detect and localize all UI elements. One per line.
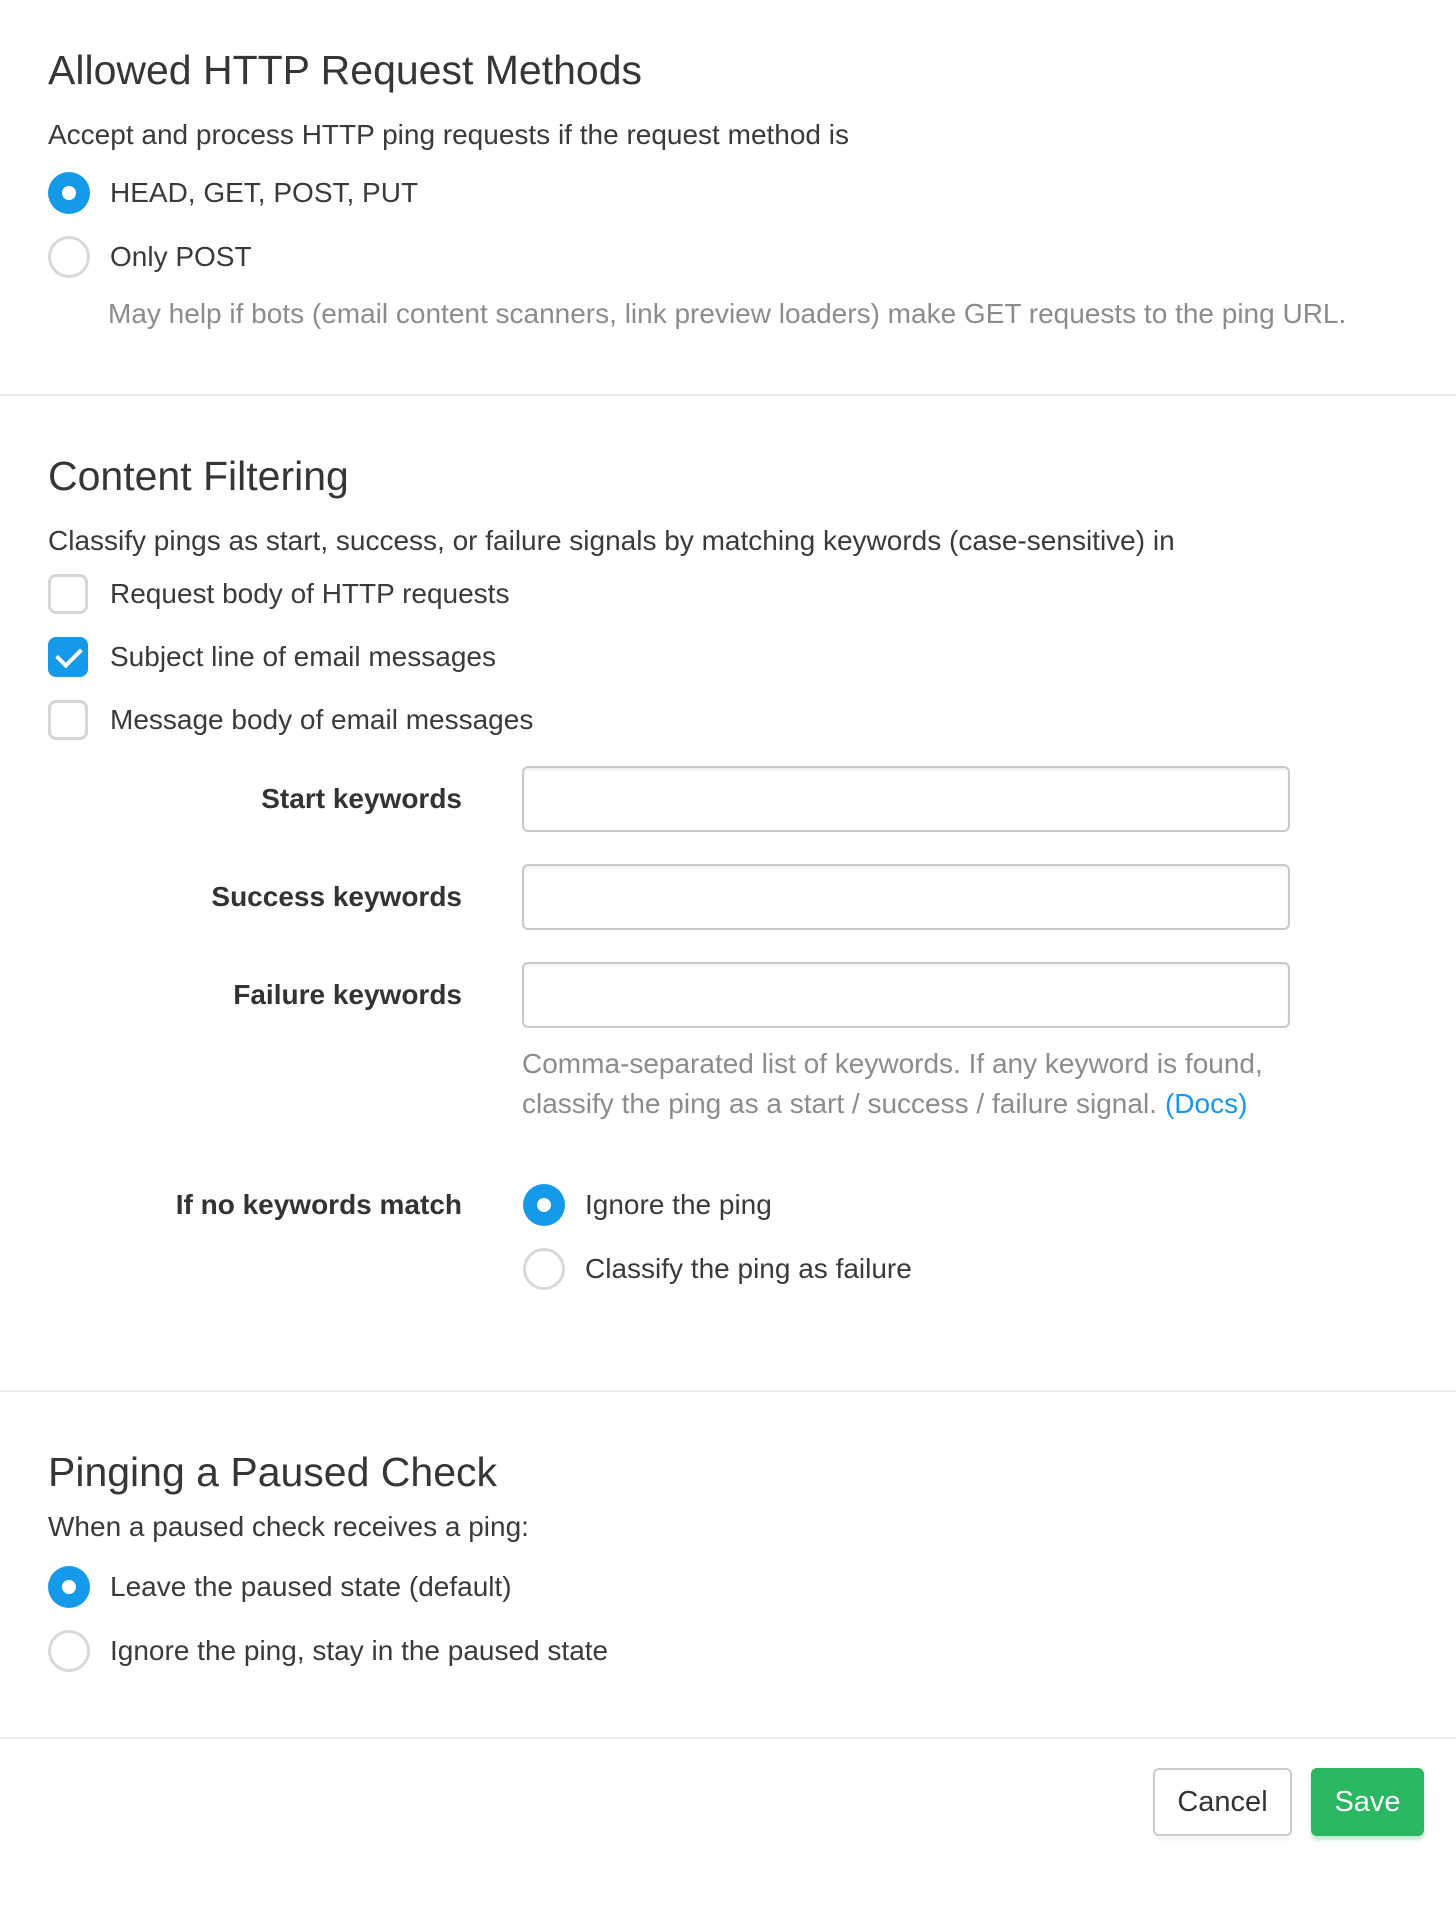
content-filtering-subtitle: Classify pings as start, success, or failure signals by matching keywords (case-sensitive) in	[48, 525, 1175, 556]
radio-option-label: HEAD, GET, POST, PUT	[110, 177, 419, 208]
keywords-help-line1: Comma-separated list of keywords. If any keyword is found,	[522, 1048, 1263, 1079]
http-methods-subtitle: Accept and process HTTP ping requests if the request method is	[48, 119, 850, 150]
radio-option-label: Ignore the ping, stay in the paused state	[110, 1635, 609, 1666]
only-post-help-text: May help if bots (email content scanners, link preview loaders) make GET requests to the ping URL.	[108, 298, 1347, 329]
paused-check-title: Pinging a Paused Check	[48, 1449, 498, 1495]
save-button[interactable]: Save	[1311, 1768, 1424, 1836]
failure-keywords-input[interactable]	[522, 962, 1290, 1028]
no-keywords-match-label: If no keywords match	[175, 1189, 462, 1220]
radio-option-leave-paused[interactable]	[48, 1566, 1408, 1608]
keywords-help-line2-text: classify the ping as a start / success / failure signal.	[522, 1088, 1157, 1119]
section-http-methods	[0, 46, 1456, 334]
checkbox-request-body[interactable]	[48, 574, 1408, 614]
keywords-help-text	[522, 1044, 1408, 1124]
checkbox-checked-icon[interactable]	[48, 637, 88, 677]
radio-selected-icon[interactable]	[48, 1566, 90, 1608]
section-divider	[0, 1390, 1456, 1392]
start-keywords-label: Start keywords	[261, 783, 462, 814]
radio-option-classify-failure[interactable]	[523, 1248, 912, 1290]
radio-unselected-icon[interactable]	[48, 1630, 90, 1672]
checkbox-label: Subject line of email messages	[110, 641, 496, 672]
no-keywords-match-row	[48, 1184, 1408, 1290]
failure-keywords-label: Failure keywords	[233, 979, 462, 1010]
keywords-help-line2	[522, 1084, 1408, 1124]
radio-selected-icon[interactable]	[48, 172, 90, 214]
no-keywords-match-options	[523, 1184, 912, 1290]
section-content-filtering	[0, 452, 1456, 1390]
checkbox-subject-line[interactable]	[48, 637, 1408, 677]
success-keywords-label: Success keywords	[211, 881, 462, 912]
checkbox-unchecked-icon[interactable]	[48, 700, 88, 740]
checkbox-unchecked-icon[interactable]	[48, 574, 88, 614]
form-row-failure-keywords	[48, 962, 1408, 1028]
http-methods-title: Allowed HTTP Request Methods	[48, 47, 643, 93]
radio-option-stay-paused[interactable]	[48, 1630, 1408, 1672]
cancel-button[interactable]: Cancel	[1153, 1768, 1292, 1836]
radio-option-only-post[interactable]	[48, 236, 1408, 278]
form-footer	[0, 1737, 1456, 1867]
checkbox-label: Request body of HTTP requests	[110, 578, 510, 609]
radio-option-label: Leave the paused state (default)	[110, 1571, 512, 1602]
radio-option-head-get-post-put[interactable]	[48, 172, 1408, 214]
success-keywords-input[interactable]	[522, 864, 1290, 930]
radio-option-label: Only POST	[110, 241, 252, 272]
section-paused-check	[0, 1448, 1456, 1737]
checkbox-message-body[interactable]	[48, 700, 1408, 740]
paused-check-subtitle: When a paused check receives a ping:	[48, 1511, 529, 1542]
radio-selected-icon[interactable]	[523, 1184, 565, 1226]
radio-unselected-icon[interactable]	[523, 1248, 565, 1290]
form-row-success-keywords	[48, 864, 1408, 930]
radio-option-label: Ignore the ping	[585, 1189, 772, 1220]
section-divider	[0, 394, 1456, 396]
docs-link[interactable]: (Docs)	[1164, 1088, 1248, 1119]
radio-option-ignore-ping[interactable]	[523, 1184, 912, 1226]
form-row-start-keywords	[48, 766, 1408, 832]
radio-option-label: Classify the ping as failure	[585, 1253, 912, 1284]
content-filtering-title: Content Filtering	[48, 453, 349, 499]
start-keywords-input[interactable]	[522, 766, 1290, 832]
checkbox-label: Message body of email messages	[110, 704, 534, 735]
radio-unselected-icon[interactable]	[48, 236, 90, 278]
